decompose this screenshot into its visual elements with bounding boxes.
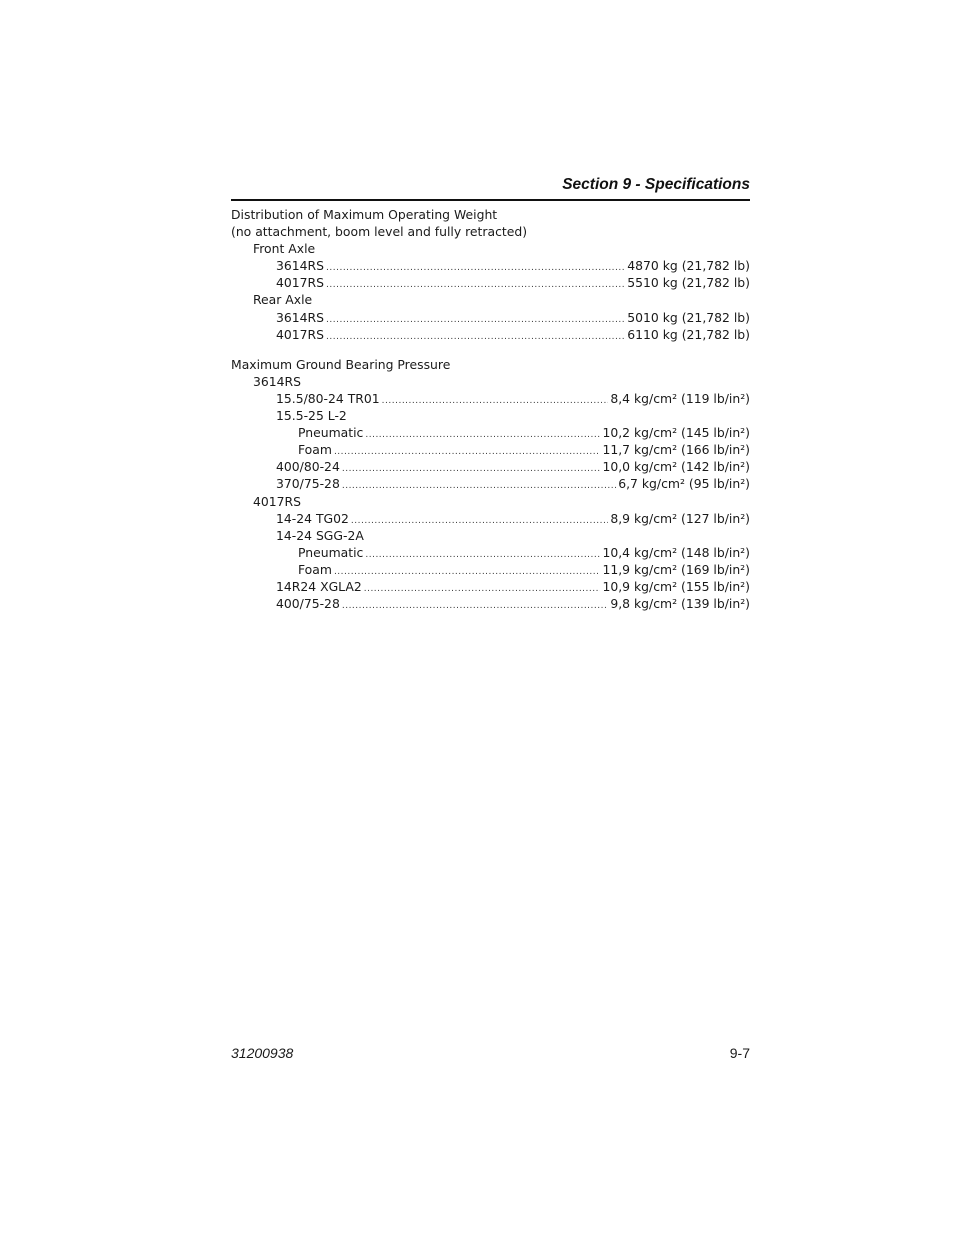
front-axle-4017rs-row <box>231 274 750 291</box>
specifications-content <box>231 206 750 612</box>
spec-label: 15.5/80-24 TR01 <box>276 390 380 406</box>
tire-400-75-28-row <box>231 595 750 612</box>
spec-label: 14-24 TG02 <box>276 510 349 526</box>
weight-heading-line2: (no attachment, boom level and fully retracted) <box>231 224 528 240</box>
pressure-heading: Maximum Ground Bearing Pressure <box>231 356 451 372</box>
spec-value: 10,2 kg/cm² (145 lb/in²) <box>602 425 750 441</box>
spec-value: 6,7 kg/cm² (95 lb/in²) <box>618 476 750 492</box>
rear-axle-label: Rear Axle <box>253 292 313 308</box>
dot-leader <box>382 390 609 410</box>
rear-axle-3614rs-row <box>231 309 750 326</box>
dot-leader <box>326 326 625 346</box>
dot-leader <box>342 475 616 495</box>
tire-xgla2-row <box>231 578 750 595</box>
spec-label: 3614RS <box>276 258 325 274</box>
dot-leader <box>351 510 608 530</box>
front-axle-label: Front Axle <box>253 241 316 257</box>
spec-value: 4870 kg (21,782 lb) <box>627 258 750 274</box>
tire-400-80-24-row <box>231 458 750 475</box>
rear-axle-4017rs-row <box>231 326 750 343</box>
spec-label: Foam <box>298 442 332 458</box>
model-4017rs-label: 4017RS <box>253 493 302 509</box>
spec-value: 8,9 kg/cm² (127 lb/in²) <box>610 510 750 526</box>
header-rule <box>231 199 750 201</box>
spec-value: 8,4 kg/cm² (119 lb/in²) <box>610 390 750 406</box>
tire-sgg-2a-label: 14-24 SGG-2A <box>276 527 364 543</box>
weight-heading-line1: Distribution of Maximum Operating Weight <box>231 207 498 222</box>
spec-label: 4017RS <box>276 275 325 291</box>
spec-label: Foam <box>298 561 332 577</box>
spec-label: 3614RS <box>276 309 325 325</box>
model-3614rs-label: 3614RS <box>253 373 302 389</box>
spec-value: 10,9 kg/cm² (155 lb/in²) <box>602 578 750 594</box>
spec-value: 6110 kg (21,782 lb) <box>627 326 750 342</box>
spec-value: 10,4 kg/cm² (148 lb/in²) <box>602 544 750 560</box>
spec-value: 11,9 kg/cm² (169 lb/in²) <box>602 561 750 577</box>
dot-leader <box>342 595 609 615</box>
tire-sgg-foam-row <box>231 561 750 578</box>
spec-value: 9,8 kg/cm² (139 lb/in²) <box>610 596 750 612</box>
spec-label: 400/75-28 <box>276 596 340 612</box>
tire-l2-pneumatic-row <box>231 424 750 441</box>
spec-value: 11,7 kg/cm² (166 lb/in²) <box>602 442 750 458</box>
spec-label: 14R24 XGLA2 <box>276 578 362 594</box>
spec-value: 5510 kg (21,782 lb) <box>627 275 750 291</box>
spec-label: 4017RS <box>276 326 325 342</box>
spec-value: 10,0 kg/cm² (142 lb/in²) <box>602 459 750 475</box>
tire-370-75-28-row <box>231 475 750 492</box>
dot-leader <box>326 274 625 294</box>
tire-sgg-pneumatic-row <box>231 544 750 561</box>
section-title: Section 9 - Specifications <box>562 176 750 193</box>
tire-tg02-row <box>231 510 750 527</box>
front-axle-3614rs-row <box>231 257 750 274</box>
spec-label: Pneumatic <box>298 425 364 441</box>
page-number: 9-7 <box>729 1045 750 1061</box>
spec-label: Pneumatic <box>298 544 364 560</box>
spec-label: 370/75-28 <box>276 476 340 492</box>
tire-l2-foam-row <box>231 441 750 458</box>
spec-value: 5010 kg (21,782 lb) <box>627 309 750 325</box>
document-number: 31200938 <box>231 1045 294 1061</box>
spec-label: 400/80-24 <box>276 459 340 475</box>
tire-l2-label: 15.5-25 L-2 <box>276 408 347 424</box>
tire-tr01-row <box>231 390 750 407</box>
